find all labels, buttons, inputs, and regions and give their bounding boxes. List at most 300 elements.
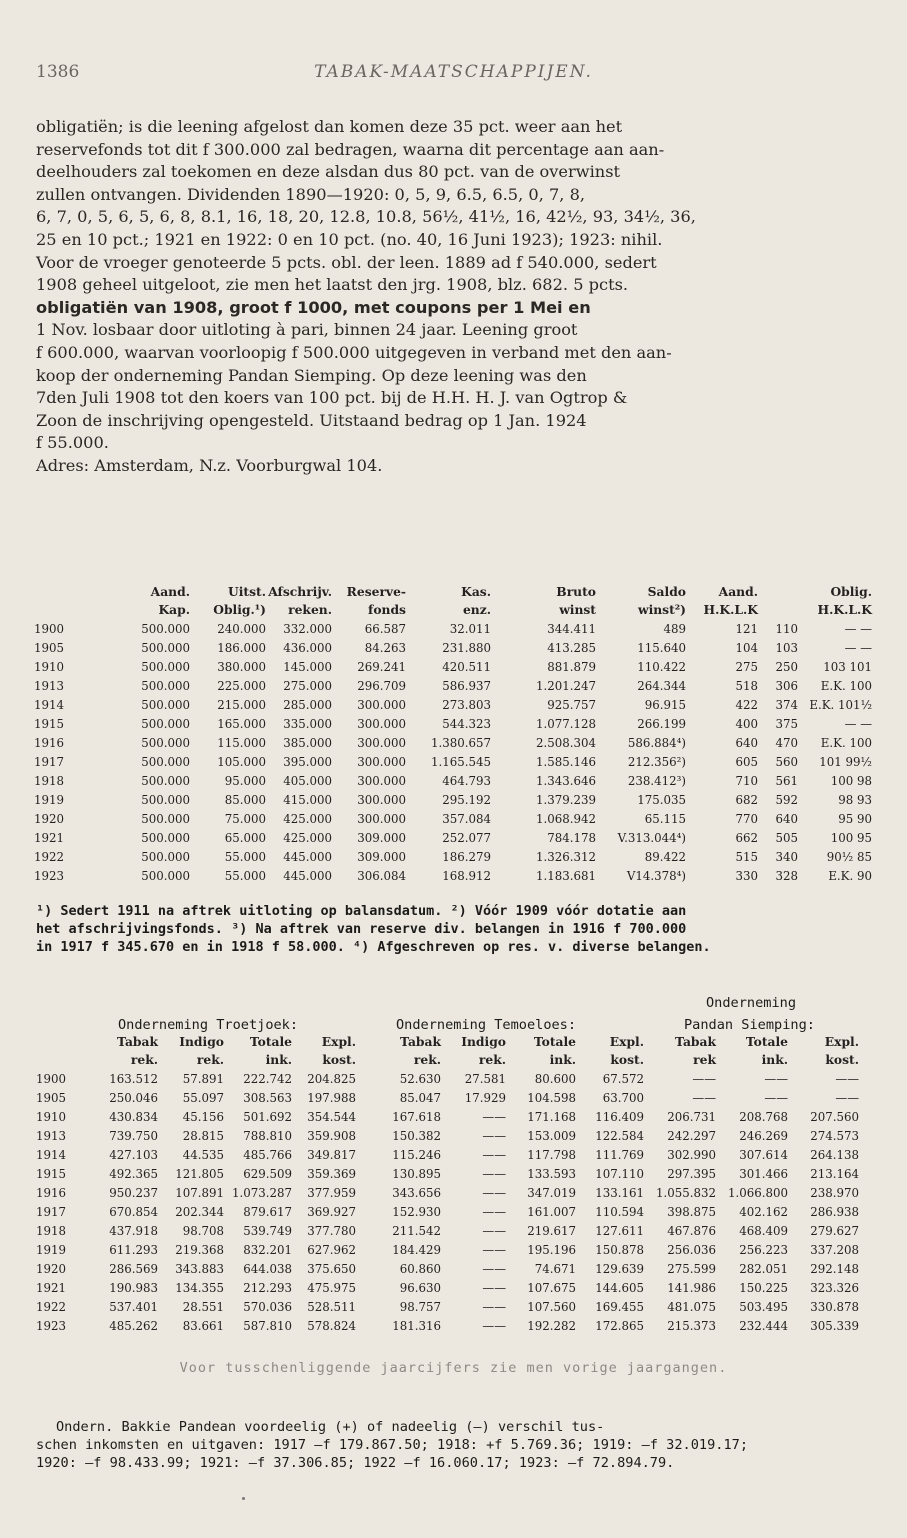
value-cell: 184.429	[392, 1243, 441, 1257]
column-header: rek.	[130, 1052, 158, 1067]
value-cell: 347.019	[527, 1186, 576, 1200]
value-cell: 425.000	[283, 812, 332, 826]
table-row	[36, 1279, 872, 1298]
column-header: Totale	[533, 1034, 576, 1049]
value-cell: 85.000	[224, 793, 266, 807]
value-cell: 101 99½	[819, 755, 872, 769]
value-cell: 328	[775, 869, 798, 883]
value-cell: 611.293	[109, 1243, 158, 1257]
value-cell: ——	[835, 1072, 859, 1086]
value-cell: E.K. 100	[820, 736, 872, 750]
value-cell: ——	[482, 1167, 506, 1181]
value-cell: 788.810	[243, 1129, 292, 1143]
value-cell: 415.000	[283, 793, 332, 807]
year-cell: 1900	[33, 622, 64, 636]
value-cell: 212.293	[243, 1281, 292, 1295]
table-row	[33, 772, 872, 791]
column-header: kost.	[322, 1052, 356, 1067]
value-cell: 264.344	[637, 679, 686, 693]
value-cell: 152.930	[392, 1205, 441, 1219]
address-line: Adres: Amsterdam, N.z. Voorburgwal 104.	[36, 455, 383, 475]
value-cell: 296.709	[357, 679, 406, 693]
column-header: Expl.	[321, 1034, 356, 1049]
table-row	[33, 620, 872, 639]
value-cell: 306.084	[357, 869, 406, 883]
value-cell: 144.605	[595, 1281, 644, 1295]
value-cell: 537.401	[109, 1300, 158, 1314]
value-cell: 1.066.800	[727, 1186, 788, 1200]
value-cell: 332.000	[283, 622, 332, 636]
header-row	[36, 584, 872, 602]
table-row	[36, 1317, 872, 1336]
value-cell: ——	[764, 1091, 788, 1105]
value-cell: 28.815	[182, 1129, 224, 1143]
value-cell: ——	[482, 1129, 506, 1143]
table-row	[36, 1089, 872, 1108]
value-cell: 377.959	[307, 1186, 356, 1200]
table-row	[33, 848, 872, 867]
value-cell: 586.884⁴)	[627, 736, 686, 750]
bottom-line: schen inkomsten en uitgaven: 1917 —f 179.867.50; 1918: +f 5.769.36; 1919: —f 32.019.17;	[36, 1437, 749, 1453]
text-line: 7den Juli 1908 tot den koers van 100 pct. bij de H.H. H. J. van Ogtrop &	[36, 388, 628, 408]
value-cell: 544.323	[442, 717, 491, 731]
value-cell: 85.047	[399, 1091, 441, 1105]
column-header: ink.	[265, 1052, 292, 1067]
year-cell: 1913	[35, 1129, 66, 1143]
value-cell: 212.356²)	[627, 755, 686, 769]
value-cell: — —	[844, 622, 872, 636]
value-cell: 134.355	[175, 1281, 224, 1295]
value-cell: 300.000	[357, 793, 406, 807]
value-cell: 107.560	[527, 1300, 576, 1314]
value-cell: 186.000	[217, 641, 266, 655]
text-line: 1908 geheel uitgeloot, zie men het laatst den jrg. 1908, blz. 682. 5 pcts.	[36, 275, 629, 295]
value-cell: 150.382	[392, 1129, 441, 1143]
year-cell: 1919	[35, 1243, 66, 1257]
value-cell: 103	[775, 641, 798, 655]
value-cell: 44.535	[182, 1148, 224, 1162]
value-cell: 175.035	[637, 793, 686, 807]
column-header: Afschrijv.	[268, 584, 332, 599]
value-cell: 739.750	[109, 1129, 158, 1143]
value-cell: 309.000	[357, 831, 406, 845]
value-cell: 129.639	[595, 1262, 644, 1276]
value-cell: 98.708	[182, 1224, 224, 1238]
value-cell: 357.084	[442, 812, 491, 826]
value-cell: 300.000	[357, 755, 406, 769]
value-cell: 32.011	[449, 622, 491, 636]
plantation-table	[36, 1034, 872, 1336]
value-cell: ——	[482, 1300, 506, 1314]
value-cell: 627.962	[307, 1243, 356, 1257]
column-header: Tabak	[116, 1034, 158, 1049]
value-cell: 195.196	[527, 1243, 576, 1257]
value-cell: 95 90	[838, 812, 872, 826]
value-cell: 485.262	[109, 1319, 158, 1333]
value-cell: 269.241	[357, 660, 406, 674]
value-cell: ——	[482, 1262, 506, 1276]
value-cell: ——	[835, 1091, 859, 1105]
value-cell: 264.138	[810, 1148, 859, 1162]
value-cell: 402.162	[739, 1205, 788, 1219]
value-cell: 1.343.646	[535, 774, 596, 788]
value-cell: 100 98	[830, 774, 872, 788]
value-cell: 485.766	[243, 1148, 292, 1162]
value-cell: 343.883	[175, 1262, 224, 1276]
year-cell: 1917	[35, 1205, 66, 1219]
value-cell: 578.824	[307, 1319, 356, 1333]
value-cell: ——	[482, 1110, 506, 1124]
value-cell: 240.000	[217, 622, 266, 636]
value-cell: 103 101	[823, 660, 872, 674]
value-cell: 300.000	[357, 812, 406, 826]
value-cell: 83.661	[182, 1319, 224, 1333]
column-header: Expl.	[824, 1034, 859, 1049]
table-row	[36, 1146, 872, 1165]
value-cell: 107.675	[527, 1281, 576, 1295]
group-header: Onderneming	[706, 995, 797, 1011]
year-cell: 1920	[33, 812, 64, 826]
value-cell: 881.879	[547, 660, 596, 674]
value-cell: 500.000	[141, 812, 190, 826]
value-cell: 468.409	[739, 1224, 788, 1238]
year-cell: 1910	[35, 1110, 66, 1124]
value-cell: 539.749	[243, 1224, 292, 1238]
value-cell: ——	[482, 1281, 506, 1295]
year-cell: 1916	[35, 1186, 66, 1200]
value-cell: 500.000	[141, 679, 190, 693]
table-row	[33, 810, 872, 829]
value-cell: 500.000	[141, 736, 190, 750]
column-header: H.K.L.K	[703, 602, 758, 617]
table-row	[33, 715, 872, 734]
value-cell: 55.000	[224, 869, 266, 883]
column-header: Reserve-	[346, 584, 406, 599]
value-cell: 163.512	[109, 1072, 158, 1086]
value-cell: 592	[775, 793, 798, 807]
value-cell: E.K. 100	[820, 679, 872, 693]
value-cell: 682	[735, 793, 758, 807]
value-cell: 171.168	[527, 1110, 576, 1124]
column-header: rek.	[478, 1052, 506, 1067]
value-cell: 445.000	[283, 850, 332, 864]
group-header: Onderneming Temoeloes:	[396, 1017, 577, 1033]
value-cell: 197.988	[307, 1091, 356, 1105]
column-header: Tabak	[399, 1034, 441, 1049]
value-cell: 560	[775, 755, 798, 769]
value-cell: 300.000	[357, 736, 406, 750]
year-cell: 1923	[33, 869, 64, 883]
table-row	[33, 829, 872, 848]
value-cell: 2.508.304	[535, 736, 596, 750]
table-row	[33, 753, 872, 772]
value-cell: 300.000	[357, 717, 406, 731]
year-cell: 1910	[33, 660, 64, 674]
year-cell: 1915	[33, 717, 64, 731]
table-row	[36, 1203, 872, 1222]
value-cell: 400	[735, 717, 758, 731]
value-cell: 710	[735, 774, 758, 788]
year-cell: 1905	[33, 641, 64, 655]
year-cell: 1914	[33, 698, 64, 712]
value-cell: 500.000	[141, 793, 190, 807]
year-cell: 1923	[35, 1319, 66, 1333]
column-header: reken.	[288, 602, 332, 617]
value-cell: 250	[775, 660, 798, 674]
value-cell: 925.757	[547, 698, 596, 712]
value-cell: 121	[735, 622, 758, 636]
value-cell: 464.793	[442, 774, 491, 788]
value-cell: 330	[735, 869, 758, 883]
value-cell: 275	[735, 660, 758, 674]
value-cell: 96.915	[644, 698, 686, 712]
column-header: Expl.	[609, 1034, 644, 1049]
value-cell: 57.891	[182, 1072, 224, 1086]
value-cell: — —	[844, 641, 872, 655]
value-cell: 343.656	[392, 1186, 441, 1200]
financial-table	[33, 584, 872, 886]
value-cell: 274.573	[810, 1129, 859, 1143]
value-cell: 950.237	[109, 1186, 158, 1200]
column-header: rek	[693, 1052, 716, 1067]
value-cell: 256.036	[667, 1243, 716, 1257]
value-cell: 375.650	[307, 1262, 356, 1276]
column-header: ink.	[761, 1052, 788, 1067]
value-cell: 300.000	[357, 774, 406, 788]
year-cell: 1921	[35, 1281, 66, 1295]
column-header: Bruto	[556, 584, 596, 599]
value-cell: V14.378⁴)	[626, 869, 686, 883]
value-cell: 380.000	[217, 660, 266, 674]
value-cell: 84.263	[364, 641, 406, 655]
value-cell: 629.509	[243, 1167, 292, 1181]
value-cell: 250.046	[109, 1091, 158, 1105]
year-cell: 1917	[33, 755, 64, 769]
column-header: Uitst.	[228, 584, 266, 599]
value-cell: 335.000	[283, 717, 332, 731]
value-cell: 286.569	[109, 1262, 158, 1276]
value-cell: 133.161	[595, 1186, 644, 1200]
value-cell: 405.000	[283, 774, 332, 788]
value-cell: 302.990	[667, 1148, 716, 1162]
value-cell: 1.073.287	[231, 1186, 292, 1200]
value-cell: 232.444	[739, 1319, 788, 1333]
value-cell: 202.344	[175, 1205, 224, 1219]
value-cell: 27.581	[464, 1072, 506, 1086]
value-cell: 500.000	[141, 831, 190, 845]
value-cell: 110	[775, 622, 798, 636]
bottom-line: 1920: —f 98.433.99; 1921: —f 37.306.85; 1922 —f 16.060.17; 1923: —f 72.894.79.	[36, 1455, 675, 1471]
year-cell: 1918	[35, 1224, 66, 1238]
value-cell: 80.600	[534, 1072, 576, 1086]
value-cell: 1.183.681	[535, 869, 596, 883]
year-cell: 1918	[33, 774, 64, 788]
running-title: TABAK-MAATSCHAPPIJEN.	[314, 62, 593, 82]
value-cell: 330.878	[810, 1300, 859, 1314]
table-row	[36, 1070, 872, 1089]
year-cell: 1900	[35, 1072, 66, 1086]
value-cell: 172.865	[595, 1319, 644, 1333]
value-cell: 297.395	[667, 1167, 716, 1181]
value-cell: 206.731	[667, 1110, 716, 1124]
value-cell: 63.700	[602, 1091, 644, 1105]
value-cell: 1.380.657	[430, 736, 491, 750]
value-cell: 492.365	[109, 1167, 158, 1181]
year-cell: 1905	[35, 1091, 66, 1105]
page-number: 1386	[36, 62, 80, 82]
value-cell: 98.757	[399, 1300, 441, 1314]
table-row	[36, 1260, 872, 1279]
value-cell: 500.000	[141, 850, 190, 864]
value-cell: 295.192	[442, 793, 491, 807]
value-cell: 219.368	[175, 1243, 224, 1257]
value-cell: 1.068.942	[535, 812, 596, 826]
value-cell: 374	[775, 698, 798, 712]
footnote-line: in 1917 f 345.670 en in 1918 f 58.000. ⁴) Afgeschreven op res. v. diverse belangen.	[36, 939, 711, 955]
value-cell: 165.000	[217, 717, 266, 731]
column-header: Oblig.	[830, 584, 872, 599]
value-cell: 427.103	[109, 1148, 158, 1162]
value-cell: 231.880	[442, 641, 491, 655]
value-cell: 169.455	[595, 1300, 644, 1314]
text-line: obligatiën; is die leening afgelost dan komen deze 35 pct. weer aan het	[36, 117, 623, 136]
text-line: 1 Nov. losbaar door uitloting à pari, binnen 24 jaar. Leening groot	[36, 320, 578, 340]
value-cell: 570.036	[243, 1300, 292, 1314]
value-cell: 561	[775, 774, 798, 788]
value-cell: 500.000	[141, 869, 190, 883]
value-cell: 127.611	[595, 1224, 644, 1238]
header-row	[36, 602, 872, 620]
table-row	[33, 696, 872, 715]
value-cell: E.K. 101½	[809, 698, 872, 712]
column-header: rek.	[196, 1052, 224, 1067]
value-cell: ——	[482, 1186, 506, 1200]
value-cell: 75.000	[224, 812, 266, 826]
value-cell: 130.895	[392, 1167, 441, 1181]
value-cell: 186.279	[442, 850, 491, 864]
value-cell: 337.208	[810, 1243, 859, 1257]
table-row	[33, 677, 872, 696]
value-cell: 60.860	[399, 1262, 441, 1276]
value-cell: 305.339	[810, 1319, 859, 1333]
column-header: H.K.L.K	[817, 602, 872, 617]
value-cell: 309.000	[357, 850, 406, 864]
column-header: Aand.	[150, 584, 190, 599]
value-cell: 242.297	[667, 1129, 716, 1143]
value-cell: 211.542	[392, 1224, 441, 1238]
table-row	[36, 1222, 872, 1241]
value-cell: 500.000	[141, 774, 190, 788]
text-line: f 600.000, waarvan voorloopig f 500.000 uitgegeven in verband met den aan-	[36, 342, 672, 362]
value-cell: 115.640	[637, 641, 686, 655]
value-cell: ——	[482, 1243, 506, 1257]
value-cell: E.K. 90	[828, 869, 872, 883]
year-cell: 1916	[33, 736, 64, 750]
value-cell: 219.617	[527, 1224, 576, 1238]
value-cell: 275.000	[283, 679, 332, 693]
value-cell: — —	[844, 717, 872, 731]
value-cell: 225.000	[217, 679, 266, 693]
value-cell: ——	[692, 1072, 716, 1086]
value-cell: 161.007	[527, 1205, 576, 1219]
text-line: zullen ontvangen. Dividenden 1890—1920: 0, 5, 9, 6.5, 6.5, 0, 7, 8,	[36, 184, 586, 204]
value-cell: 65.115	[644, 812, 686, 826]
value-cell: 17.929	[464, 1091, 506, 1105]
value-cell: 207.560	[810, 1110, 859, 1124]
value-cell: 1.077.128	[535, 717, 596, 731]
print-speck	[242, 1497, 245, 1500]
table-row	[33, 867, 872, 886]
value-cell: 662	[735, 831, 758, 845]
value-cell: 252.077	[442, 831, 491, 845]
value-cell: 503.495	[739, 1300, 788, 1314]
value-cell: 307.614	[739, 1148, 788, 1162]
value-cell: 500.000	[141, 698, 190, 712]
column-header: kost.	[610, 1052, 644, 1067]
value-cell: 670.854	[109, 1205, 158, 1219]
value-cell: 238.412³)	[627, 774, 686, 788]
value-cell: 605	[735, 755, 758, 769]
footer-note: Voor tusschenliggende jaarcijfers zie men vorige jaargangen.	[179, 1360, 728, 1376]
value-cell: 425.000	[283, 831, 332, 845]
value-cell: 110.594	[595, 1205, 644, 1219]
bottom-line: Ondern. Bakkie Pandean voordeelig (+) of nadeelig (—) verschil tus-	[56, 1419, 605, 1435]
value-cell: 28.551	[182, 1300, 224, 1314]
value-cell: 133.593	[527, 1167, 576, 1181]
value-cell: 96.630	[399, 1281, 441, 1295]
value-cell: 445.000	[283, 869, 332, 883]
value-cell: 481.075	[667, 1300, 716, 1314]
value-cell: 1.055.832	[655, 1186, 716, 1200]
value-cell: 55.000	[224, 850, 266, 864]
value-cell: 640	[775, 812, 798, 826]
value-cell: 586.937	[442, 679, 491, 693]
year-cell: 1921	[33, 831, 64, 845]
value-cell: 500.000	[141, 622, 190, 636]
value-cell: 385.000	[283, 736, 332, 750]
value-cell: 90½ 85	[826, 850, 872, 864]
value-cell: ——	[482, 1319, 506, 1333]
value-cell: 74.671	[534, 1262, 576, 1276]
value-cell: 420.511	[442, 660, 491, 674]
value-cell: 45.156	[182, 1110, 224, 1124]
value-cell: 437.918	[109, 1224, 158, 1238]
year-cell: 1915	[35, 1167, 66, 1181]
value-cell: 832.201	[243, 1243, 292, 1257]
text-line: Voor de vroeger genoteerde 5 pcts. obl. der leen. 1889 ad f 540.000, sedert	[36, 252, 657, 272]
column-header: Totale	[249, 1034, 292, 1049]
year-cell: 1922	[33, 850, 64, 864]
value-cell: 528.511	[307, 1300, 356, 1314]
value-cell: 354.544	[307, 1110, 356, 1124]
footnote-line: het afschrijvingsfonds. ³) Na aftrek van reserve div. belangen in 1916 f 700.000	[36, 921, 687, 937]
value-cell: 208.768	[739, 1110, 788, 1124]
value-cell: 375	[775, 717, 798, 731]
value-cell: 369.927	[307, 1205, 356, 1219]
value-cell: 117.798	[527, 1148, 576, 1162]
value-cell: 644.038	[243, 1262, 292, 1276]
value-cell: 115.246	[392, 1148, 441, 1162]
value-cell: 1.585.146	[535, 755, 596, 769]
value-cell: 306	[775, 679, 798, 693]
column-header: Indigo	[179, 1034, 224, 1049]
text-line: koop der onderneming Pandan Siemping. Op deze leening was den	[36, 365, 587, 385]
value-cell: 413.285	[547, 641, 596, 655]
value-cell: 301.466	[739, 1167, 788, 1181]
value-cell: 52.630	[399, 1072, 441, 1086]
value-cell: 467.876	[667, 1224, 716, 1238]
year-cell: 1913	[33, 679, 64, 693]
